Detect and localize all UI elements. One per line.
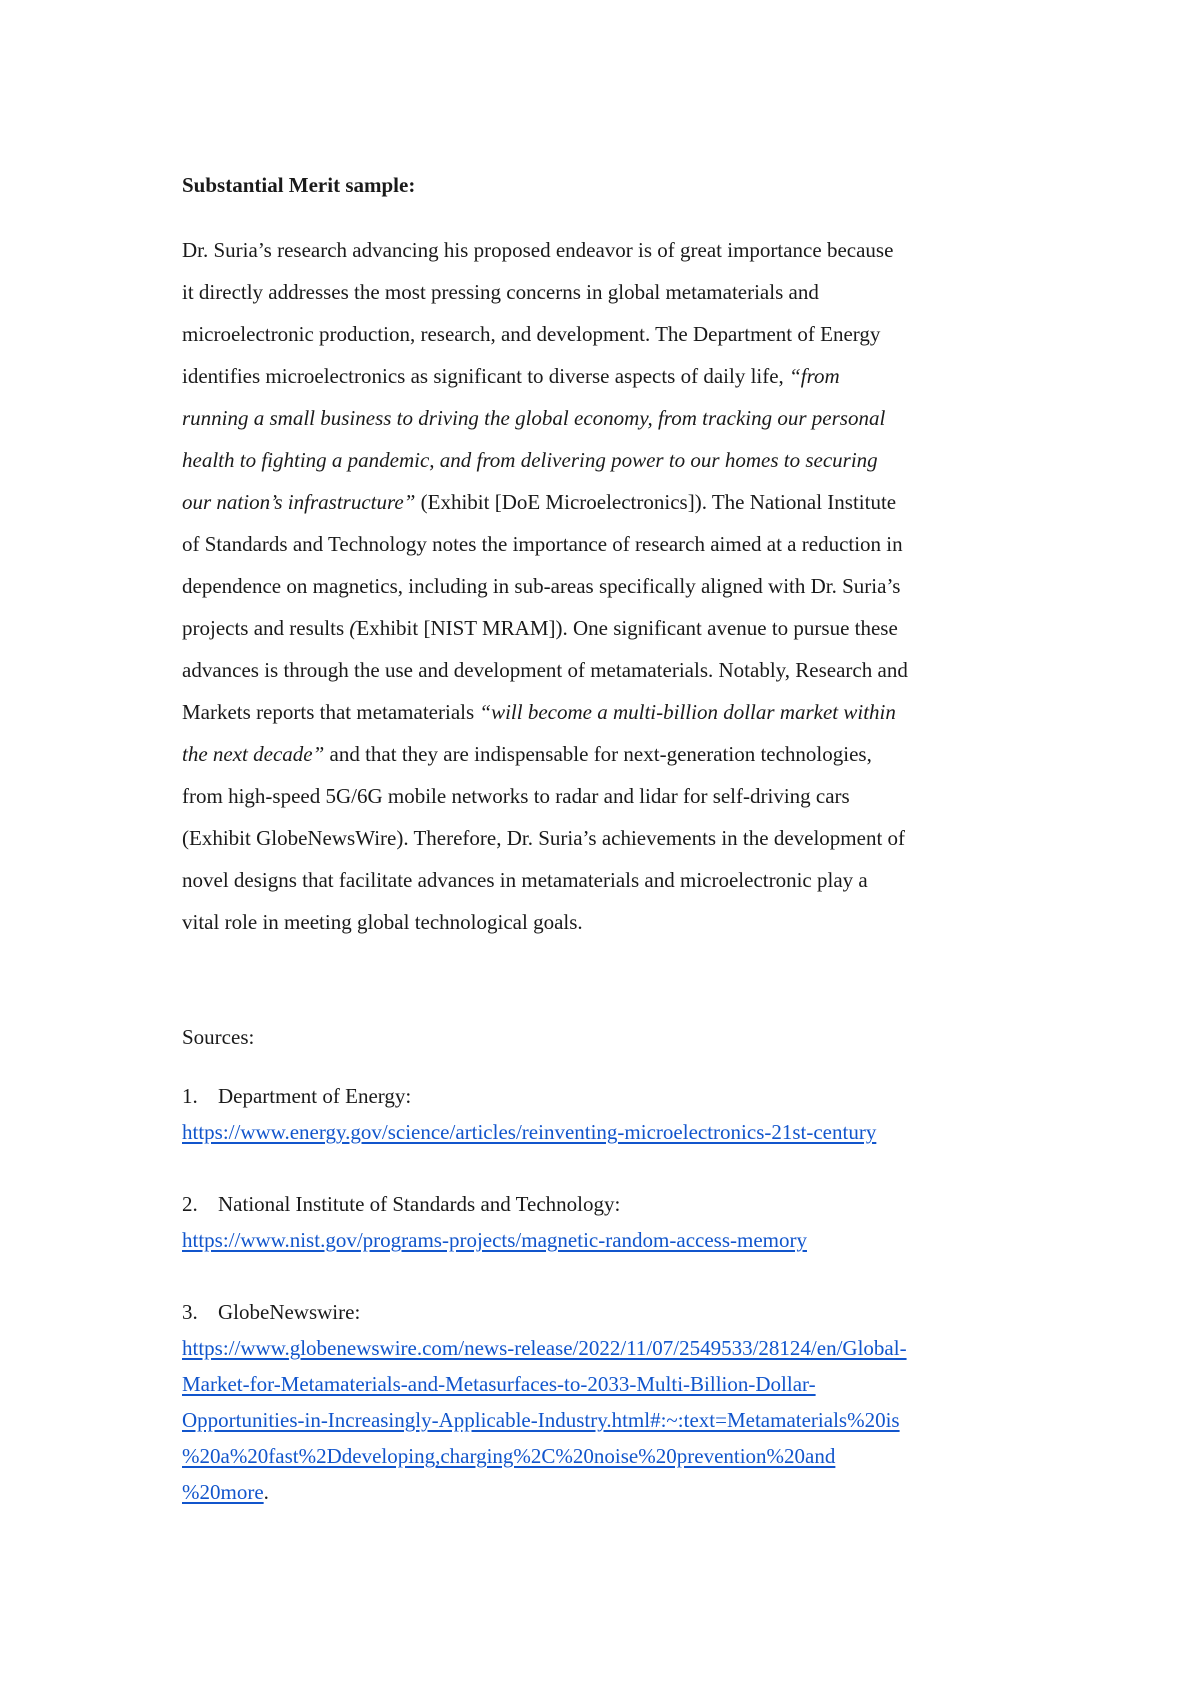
source-link-1[interactable] <box>182 1114 876 1150</box>
italic-quote-text: the next decade” <box>182 742 325 766</box>
sources-label: Sources: <box>182 1025 255 1049</box>
main-paragraph <box>182 229 1032 943</box>
italic-quote-text: running a small business to driving the global economy, from tracking our personal <box>182 406 886 430</box>
paragraph-line <box>182 313 1032 355</box>
paragraph-text: Markets reports that metamaterials <box>182 700 480 724</box>
paragraph-text: and that they are indispensable for next-generation technologies, <box>324 742 872 766</box>
source-item-3 <box>182 1294 360 1330</box>
italic-quote-text: ( <box>349 616 357 640</box>
hyperlink-line[interactable]: https://www.energy.gov/science/articles/reinventing-microelectronics-21st-century <box>182 1120 877 1144</box>
paragraph-line <box>182 481 1032 523</box>
paragraph-text: microelectronic production, research, and development. The Department of Energy <box>182 322 881 346</box>
source-number: 3. <box>182 1300 198 1324</box>
paragraph-text: of Standards and Technology notes the importance of research aimed at a reduction in <box>182 532 903 556</box>
paragraph-line <box>182 271 1032 313</box>
hyperlink-line[interactable]: https://www.globenewswire.com/news-release/2022/11/07/2549533/28124/en/Global- <box>182 1336 907 1360</box>
paragraph-text: (Exhibit [DoE Microelectronics]). The National Institute <box>415 490 897 514</box>
paragraph-text: vital role in meeting global technological goals. <box>182 910 583 934</box>
paragraph-line <box>182 523 1032 565</box>
paragraph-text: novel designs that facilitate advances in metamaterials and microelectronic play a <box>182 868 868 892</box>
paragraph-text: it directly addresses the most pressing concerns in global metamaterials and <box>182 280 819 304</box>
paragraph-line <box>182 439 1032 481</box>
paragraph-line <box>182 901 1032 943</box>
paragraph-text: Exhibit [NIST MRAM]). One significant avenue to pursue these <box>356 616 898 640</box>
italic-quote-text: health to fighting a pandemic, and from delivering power to our homes to securing <box>182 448 878 472</box>
source-number: 2. <box>182 1192 198 1216</box>
paragraph-line <box>182 817 1032 859</box>
italic-quote-text: our nation’s infrastructure” <box>182 490 416 514</box>
document-heading: Substantial Merit sample: <box>182 173 416 197</box>
source-link-3[interactable] <box>182 1330 907 1510</box>
paragraph-line <box>182 565 1032 607</box>
paragraph-line <box>182 733 1032 775</box>
hyperlink-line[interactable]: %20a%20fast%2Ddeveloping,charging%2C%20noise%20prevention%20and <box>182 1444 836 1468</box>
paragraph-text: projects and results <box>182 616 350 640</box>
paragraph-text: identifies microelectronics as significant to diverse aspects of daily life, <box>182 364 790 388</box>
paragraph-line <box>182 649 1032 691</box>
paragraph-text: Dr. Suria’s research advancing his proposed endeavor is of great importance because <box>182 238 894 262</box>
hyperlink-line[interactable]: https://www.nist.gov/programs-projects/magnetic-random-access-memory <box>182 1228 807 1252</box>
paragraph-line <box>182 607 1032 649</box>
source-name: GlobeNewswire: <box>218 1300 361 1324</box>
paragraph-line <box>182 859 1032 901</box>
italic-quote-text: “from <box>789 364 840 388</box>
source-item-2 <box>182 1186 620 1222</box>
hyperlink-line[interactable]: %20more <box>182 1480 264 1504</box>
hyperlink-line[interactable]: Market-for-Metamaterials-and-Metasurfaces-to-2033-Multi-Billion-Dollar- <box>182 1372 816 1396</box>
paragraph-line <box>182 397 1032 439</box>
paragraph-text: advances is through the use and development of metamaterials. Notably, Research and <box>182 658 908 682</box>
source-item-1 <box>182 1078 411 1114</box>
paragraph-line <box>182 229 1032 271</box>
paragraph-text: from high-speed 5G/6G mobile networks to radar and lidar for self-driving cars <box>182 784 850 808</box>
paragraph-text: dependence on magnetics, including in sub-areas specifically aligned with Dr. Suria’s <box>182 574 901 598</box>
paragraph-line <box>182 691 1032 733</box>
hyperlink-line[interactable]: Opportunities-in-Increasingly-Applicable-Industry.html#:~:text=Metamaterials%20is <box>182 1408 900 1432</box>
source-name: National Institute of Standards and Technology: <box>218 1192 621 1216</box>
trailing-period: . <box>263 1480 269 1504</box>
source-name: Department of Energy: <box>218 1084 412 1108</box>
source-link-2[interactable] <box>182 1222 807 1258</box>
paragraph-text: (Exhibit GlobeNewsWire). Therefore, Dr. Suria’s achievements in the development of <box>182 826 906 850</box>
italic-quote-text: “will become a multi-billion dollar market within <box>479 700 896 724</box>
source-number: 1. <box>182 1084 198 1108</box>
paragraph-line <box>182 355 1032 397</box>
paragraph-line <box>182 775 1032 817</box>
